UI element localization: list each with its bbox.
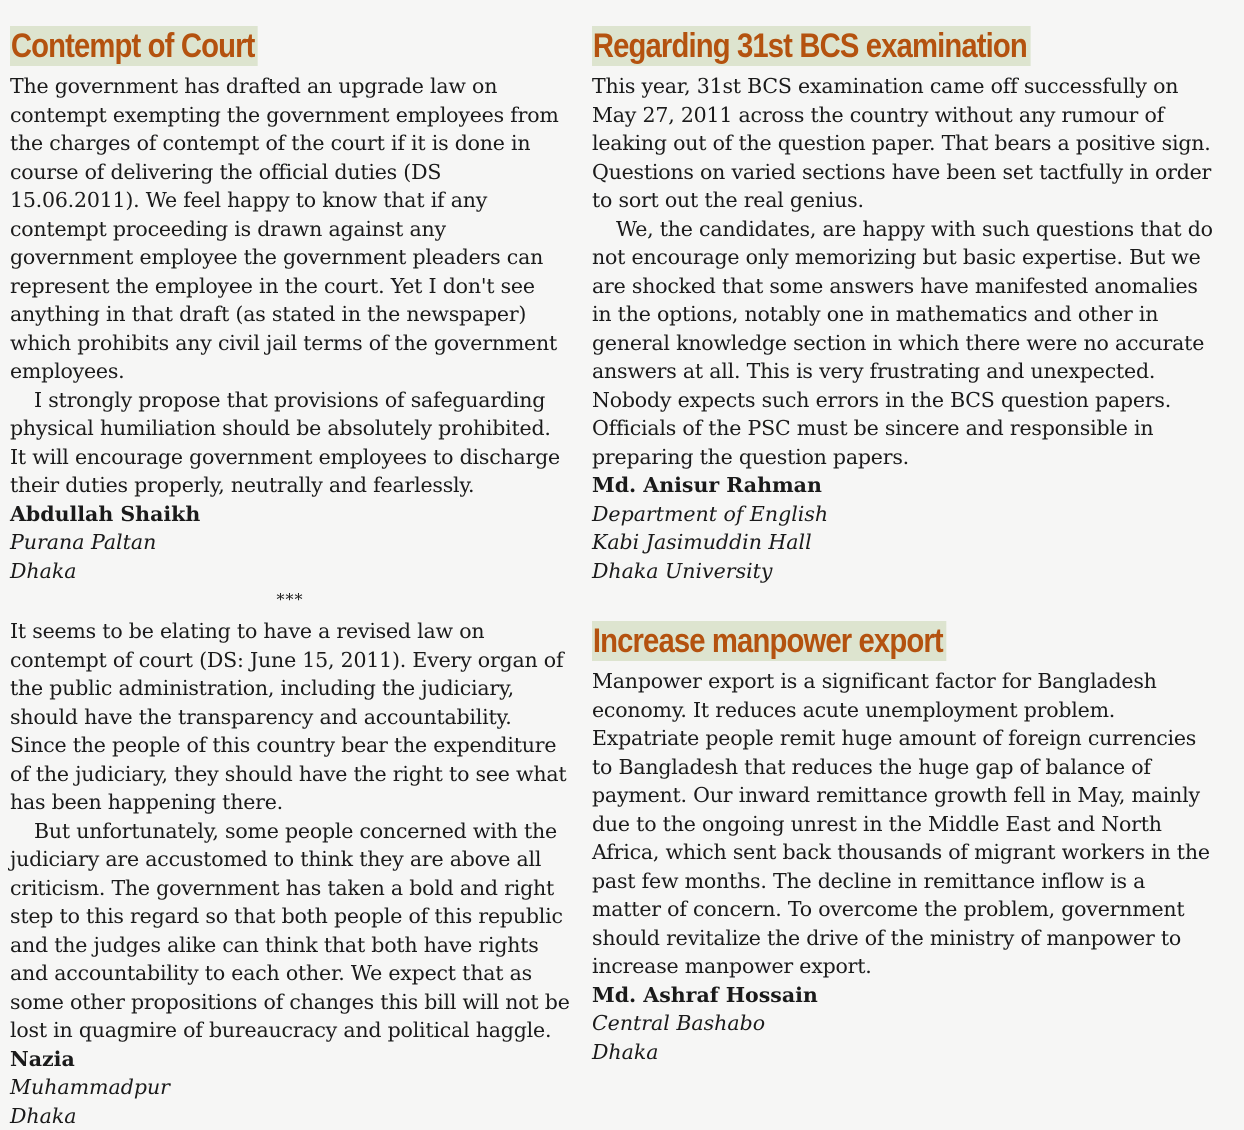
letter-author: Abdullah Shaikh [10, 500, 570, 529]
right-column [592, 26, 1216, 1066]
letter-contempt-1 [10, 72, 570, 585]
letter-location: Purana Paltan [10, 528, 570, 557]
headline-bcs: Regarding 31st BCS examination [592, 26, 1030, 66]
headline-contempt: Contempt of Court [10, 26, 258, 66]
letter-paragraph: This year, 31st BCS examination came off successfully on May 27, 2011 across the country without any rumour of leaking out of the question paper. That bears a positive sign. Questions on varied sections have been set tactfully in order to sort out the real genius. [592, 72, 1216, 215]
letter-paragraph: The government has drafted an upgrade law on contempt exempting the government employees from the charges of contempt of the court if it is done in course of delivering the official duties (DS 15.06.2011). We feel happy to know that if any contempt proceeding is drawn against any government employee the government pleaders can represent the employee in the court. Yet I don't see anything in that draft (as stated in the newspaper) which prohibits any civil jail terms of the government employees. [10, 72, 570, 386]
letter-location: Dhaka [592, 1038, 1216, 1067]
letter-location: Dhaka University [592, 557, 1216, 586]
letter-location: Dhaka [10, 557, 570, 586]
letter-location: Muhammadpur [10, 1073, 570, 1102]
letter-paragraph: But unfortunately, some people concerned with the judiciary are accustomed to think they are above all criticism. The government has taken a bold and right step to this regard so that both people of this republic and the judges alike can think that both have rights and accountability to each other. We expect that as some other propositions of changes this bill will not be lost in quagmire of bureaucracy and political haggle. [10, 817, 570, 1045]
headline-manpower: Increase manpower export [592, 621, 946, 661]
letter-manpower [592, 667, 1216, 1066]
letter-contempt-2 [10, 617, 570, 1130]
letter-location: Dhaka [10, 1102, 570, 1130]
left-column [10, 26, 570, 1130]
letter-paragraph: Manpower export is a significant factor for Bangladesh economy. It reduces acute unemployment problem. Expatriate people remit huge amount of foreign currencies to Bangladesh that reduces the huge gap of balance of payment. Our inward remittance growth fell in May, mainly due to the ongoing unrest in the Middle East and North Africa, which sent back thousands of migrant workers in the past few months. The decline in remittance inflow is a matter of concern. To overcome the problem, government should revitalize the drive of the ministry of manpower to increase manpower export. [592, 667, 1216, 981]
letter-bcs [592, 72, 1216, 585]
letter-author: Md. Anisur Rahman [592, 471, 1216, 500]
letter-paragraph: It seems to be elating to have a revised law on contempt of court (DS: June 15, 2011). Every organ of the public administration, including the judiciary, should have the transparency and accountability. Since the people of this country bear the expenditure of the judiciary, they should have the right to see what has been happening there. [10, 617, 570, 817]
letter-paragraph: We, the candidates, are happy with such questions that do not encourage only memorizing but basic expertise. But we are shocked that some answers have manifested anomalies in the options, notably one in mathematics and other in general knowledge section in which there were no accurate answers at all. This is very frustrating and unexpected. Nobody expects such errors in the BCS question papers. Officials of the PSC must be sincere and responsible in preparing the question papers. [592, 215, 1216, 472]
letter-location: Department of English [592, 500, 1216, 529]
letter-paragraph: I strongly propose that provisions of safeguarding physical humiliation should be absolutely prohibited. It will encourage government employees to discharge their duties properly, neutrally and fearlessly. [10, 386, 570, 500]
separator: *** [10, 587, 570, 613]
letter-location: Central Bashabo [592, 1009, 1216, 1038]
letter-location: Kabi Jasimuddin Hall [592, 528, 1216, 557]
letter-author: Nazia [10, 1045, 570, 1074]
letter-author: Md. Ashraf Hossain [592, 981, 1216, 1010]
